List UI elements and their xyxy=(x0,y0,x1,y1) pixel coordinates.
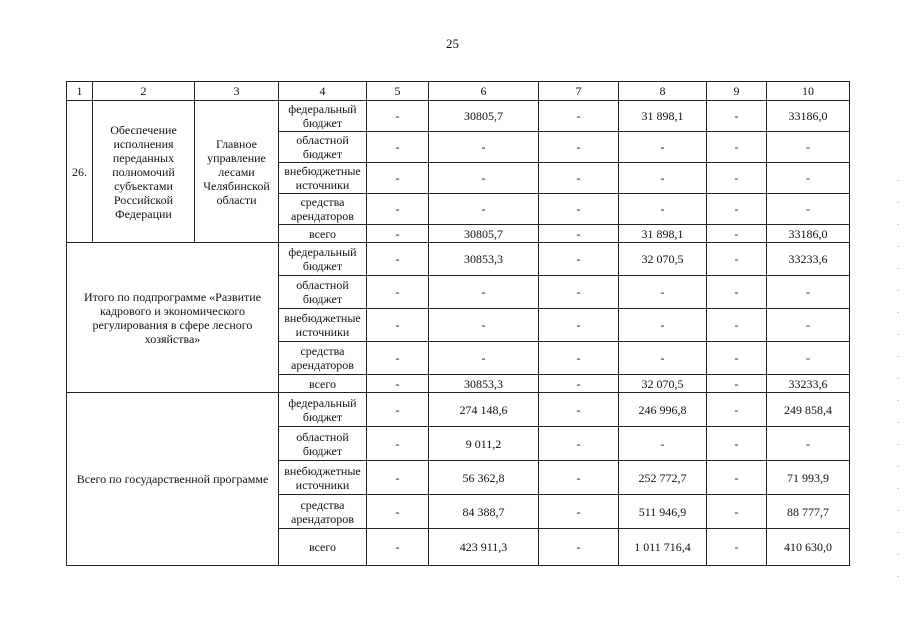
value-cell: - xyxy=(707,132,767,163)
funding-source: областной бюджет xyxy=(279,276,367,309)
value-cell: 30805,7 xyxy=(429,101,539,132)
value-cell: - xyxy=(539,194,619,225)
value-cell: - xyxy=(619,309,707,342)
value-cell: 511 946,9 xyxy=(619,495,707,529)
row-number: 26. xyxy=(67,101,93,243)
value-cell: - xyxy=(367,529,429,566)
value-cell: - xyxy=(429,276,539,309)
value-cell: - xyxy=(539,132,619,163)
value-cell: - xyxy=(767,427,850,461)
value-cell: - xyxy=(619,163,707,194)
value-cell: - xyxy=(539,529,619,566)
value-cell: - xyxy=(367,101,429,132)
value-cell: - xyxy=(367,495,429,529)
value-cell: 31 898,1 xyxy=(619,101,707,132)
value-cell: 9 011,2 xyxy=(429,427,539,461)
header-cell: 1 xyxy=(67,82,93,101)
value-cell: 252 772,7 xyxy=(619,461,707,495)
value-cell: - xyxy=(707,276,767,309)
funding-source: всего xyxy=(279,375,367,393)
value-cell: - xyxy=(367,375,429,393)
value-cell: 71 993,9 xyxy=(767,461,850,495)
value-cell: - xyxy=(539,495,619,529)
value-cell: - xyxy=(707,225,767,243)
value-cell: 30805,7 xyxy=(429,225,539,243)
funding-source: всего xyxy=(279,529,367,566)
executor-name: Главное управление лесами Челябинской области xyxy=(195,101,279,243)
table-row xyxy=(67,243,850,276)
value-cell: - xyxy=(707,163,767,194)
value-cell: 30853,3 xyxy=(429,243,539,276)
value-cell: - xyxy=(367,132,429,163)
funding-source: областной бюджет xyxy=(279,132,367,163)
value-cell: 1 011 716,4 xyxy=(619,529,707,566)
value-cell: 88 777,7 xyxy=(767,495,850,529)
value-cell: 274 148,6 xyxy=(429,393,539,427)
value-cell: - xyxy=(619,276,707,309)
value-cell: - xyxy=(619,194,707,225)
value-cell: - xyxy=(367,309,429,342)
page-number: 25 xyxy=(446,36,459,51)
value-cell: - xyxy=(707,461,767,495)
value-cell: - xyxy=(767,132,850,163)
value-cell: 31 898,1 xyxy=(619,225,707,243)
measure-name: Обеспечение исполнения переданных полномочий субъектами Российской Федерации xyxy=(93,101,195,243)
value-cell: 32 070,5 xyxy=(619,375,707,393)
value-cell: 84 388,7 xyxy=(429,495,539,529)
value-cell: - xyxy=(539,427,619,461)
value-cell: - xyxy=(767,163,850,194)
value-cell: - xyxy=(539,309,619,342)
budget-table xyxy=(66,81,850,566)
value-cell: - xyxy=(767,194,850,225)
value-cell: 33186,0 xyxy=(767,225,850,243)
value-cell: - xyxy=(707,101,767,132)
header-cell: 8 xyxy=(619,82,707,101)
value-cell: - xyxy=(539,375,619,393)
funding-source: федеральный бюджет xyxy=(279,243,367,276)
table-row xyxy=(67,101,850,132)
value-cell: - xyxy=(429,309,539,342)
header-cell: 6 xyxy=(429,82,539,101)
value-cell: - xyxy=(619,132,707,163)
funding-source: внебюджетные источники xyxy=(279,309,367,342)
header-cell: 7 xyxy=(539,82,619,101)
funding-source: внебюджетные источники xyxy=(279,163,367,194)
program-total-label: Всего по государственной программе xyxy=(67,393,279,566)
value-cell: - xyxy=(429,194,539,225)
value-cell: - xyxy=(367,243,429,276)
value-cell: 410 630,0 xyxy=(767,529,850,566)
value-cell: - xyxy=(367,194,429,225)
value-cell: - xyxy=(767,309,850,342)
value-cell: - xyxy=(707,495,767,529)
funding-source: средства арендаторов xyxy=(279,495,367,529)
value-cell: - xyxy=(367,427,429,461)
value-cell: - xyxy=(619,342,707,375)
value-cell: - xyxy=(367,276,429,309)
scan-artifact xyxy=(897,180,899,580)
value-cell: - xyxy=(619,427,707,461)
value-cell: - xyxy=(767,276,850,309)
value-cell: - xyxy=(539,342,619,375)
value-cell: - xyxy=(707,375,767,393)
value-cell: 249 858,4 xyxy=(767,393,850,427)
value-cell: - xyxy=(539,393,619,427)
header-cell: 10 xyxy=(767,82,850,101)
value-cell: - xyxy=(707,243,767,276)
header-cell: 3 xyxy=(195,82,279,101)
value-cell: 423 911,3 xyxy=(429,529,539,566)
value-cell: - xyxy=(367,461,429,495)
funding-source: областной бюджет xyxy=(279,427,367,461)
header-row xyxy=(67,82,850,101)
header-cell: 9 xyxy=(707,82,767,101)
subprogram-total-label: Итого по подпрограмме «Развитие кадрового и экономического регулирования в сфере лесного хозяйства» xyxy=(67,243,279,393)
value-cell: - xyxy=(429,132,539,163)
value-cell: - xyxy=(539,163,619,194)
value-cell: - xyxy=(707,427,767,461)
value-cell: - xyxy=(539,243,619,276)
funding-source: средства арендаторов xyxy=(279,342,367,375)
value-cell: 30853,3 xyxy=(429,375,539,393)
value-cell: 33233,6 xyxy=(767,243,850,276)
funding-source: федеральный бюджет xyxy=(279,101,367,132)
value-cell: - xyxy=(539,225,619,243)
value-cell: - xyxy=(707,393,767,427)
value-cell: - xyxy=(367,342,429,375)
value-cell: - xyxy=(767,342,850,375)
header-cell: 2 xyxy=(93,82,195,101)
value-cell: - xyxy=(707,309,767,342)
value-cell: 33233,6 xyxy=(767,375,850,393)
value-cell: 246 996,8 xyxy=(619,393,707,427)
value-cell: - xyxy=(707,342,767,375)
table-row xyxy=(67,393,850,427)
value-cell: - xyxy=(539,276,619,309)
value-cell: - xyxy=(707,529,767,566)
header-cell: 5 xyxy=(367,82,429,101)
value-cell: - xyxy=(429,342,539,375)
value-cell: - xyxy=(367,163,429,194)
funding-source: внебюджетные источники xyxy=(279,461,367,495)
value-cell: - xyxy=(539,461,619,495)
funding-source: всего xyxy=(279,225,367,243)
header-cell: 4 xyxy=(279,82,367,101)
funding-source: средства арендаторов xyxy=(279,194,367,225)
value-cell: - xyxy=(367,225,429,243)
value-cell: 56 362,8 xyxy=(429,461,539,495)
funding-source: федеральный бюджет xyxy=(279,393,367,427)
value-cell: - xyxy=(429,163,539,194)
value-cell: - xyxy=(539,101,619,132)
value-cell: - xyxy=(707,194,767,225)
value-cell: - xyxy=(367,393,429,427)
value-cell: 33186,0 xyxy=(767,101,850,132)
value-cell: 32 070,5 xyxy=(619,243,707,276)
